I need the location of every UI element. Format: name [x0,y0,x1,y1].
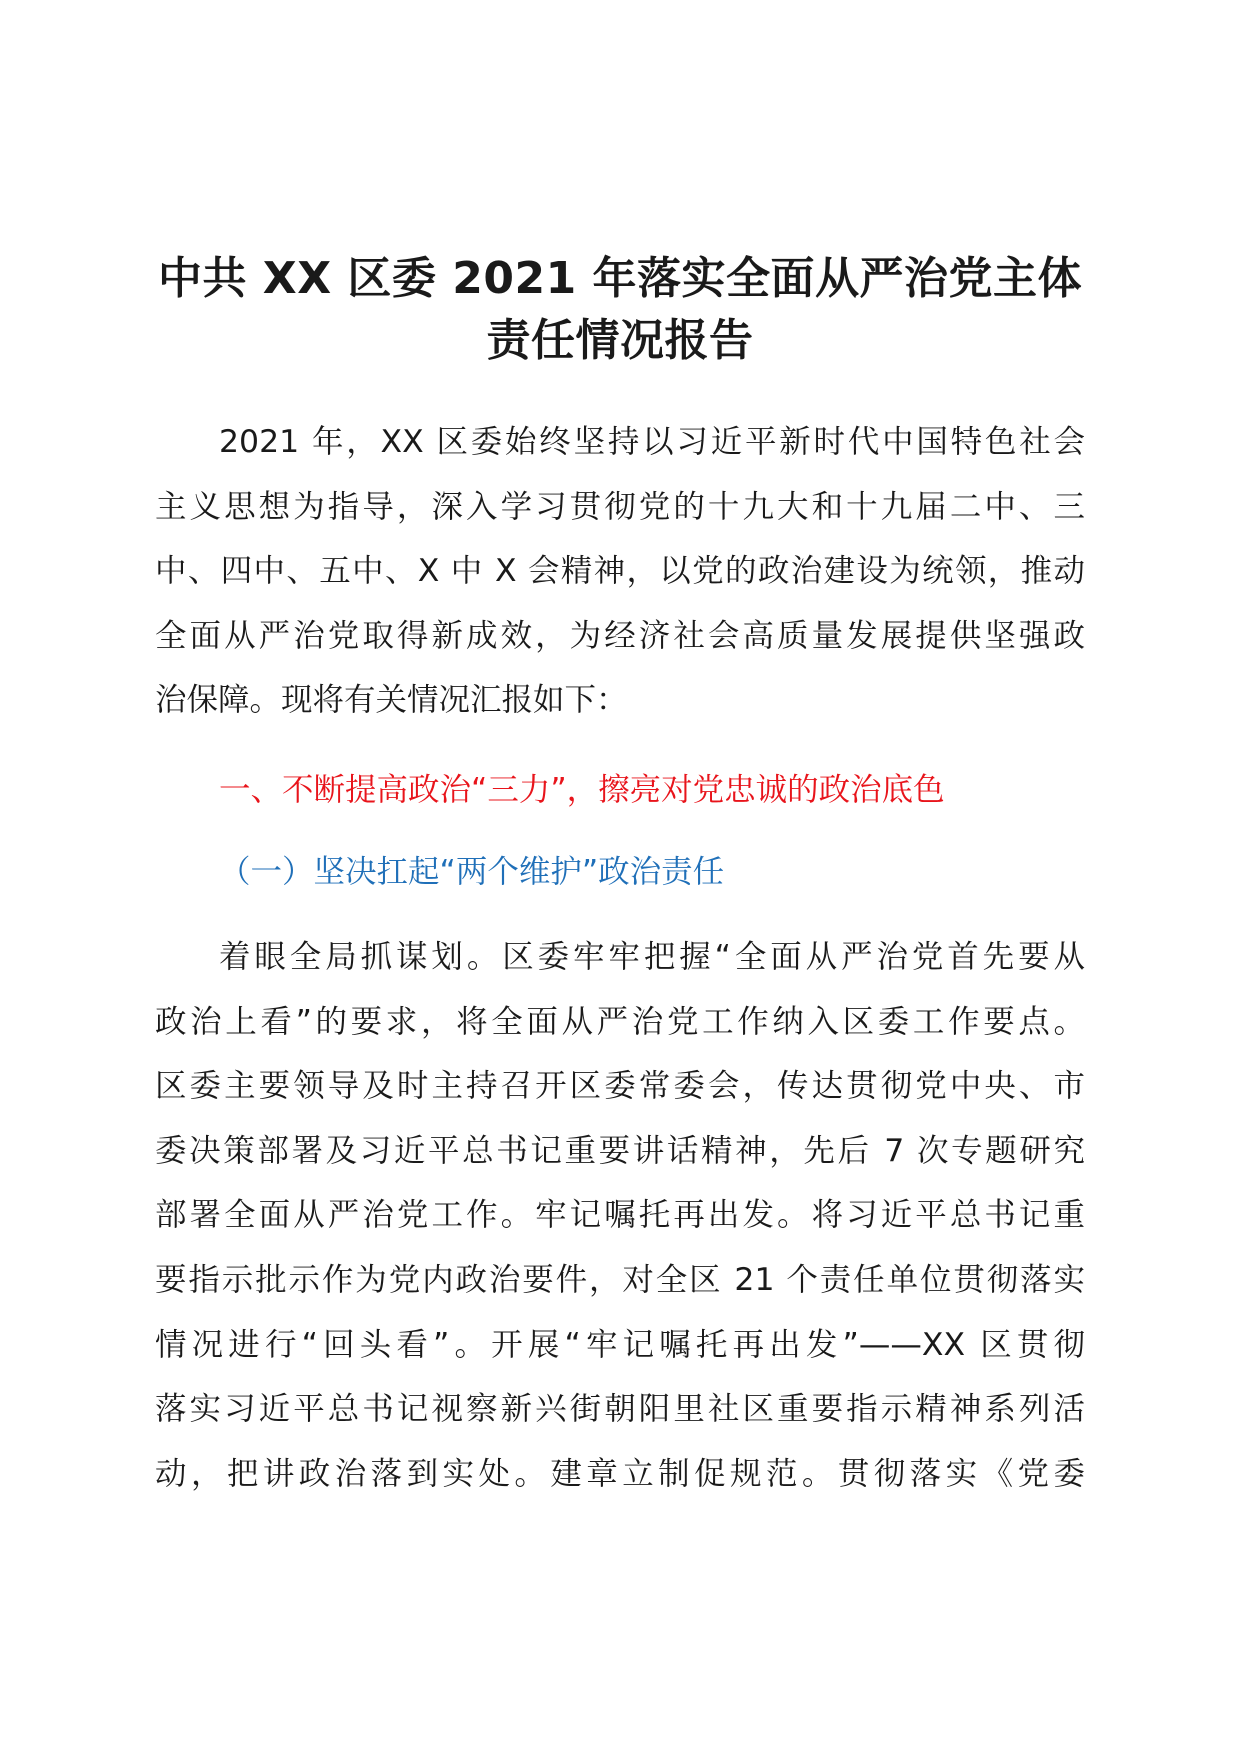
body-line: 着眼全局抓谋划。区委牢牢把握“全面从严治党首先要从 [219,939,1085,975]
intro-paragraph [155,410,1085,733]
body-line: 情况进行“回头看”。开展“牢记嘱托再出发”——XX 区贯彻 [155,1326,1085,1363]
intro-line: 中、四中、五中、X 中 X 会精神，以党的政治建设为统领，推动 [155,553,1085,590]
title-line-1: 中共 XX 区委 2021 年落实全面从严治党主体 [157,253,1083,304]
body-line: 部署全面从严治党工作。牢记嘱托再出发。将习近平总书记重 [155,1197,1085,1234]
body-line: 委决策部署及习近平总书记重要讲话精神，先后 7 次专题研究 [155,1132,1085,1169]
body-line: 政治上看”的要求，将全面从严治党工作纳入区委工作要点。 [155,1003,1085,1040]
subsection-heading: （一）坚决扛起“两个维护”政治责任 [219,854,725,890]
title-line-2: 责任情况报告 [486,315,754,366]
intro-line: 主义思想为指导，深入学习贯彻党的十九大和十九届二中、三 [155,488,1085,525]
document-title [150,248,1090,372]
body-line: 动，把讲政治落到实处。建章立制促规范。贯彻落实《党委 [155,1455,1085,1492]
body-line: 要指示批示作为党内政治要件，对全区 21 个责任单位贯彻落实 [155,1261,1085,1298]
body-line: 落实习近平总书记视察新兴街朝阳里社区重要指示精神系列活 [155,1391,1085,1428]
section-heading: 一、不断提高政治“三力”，擦亮对党忠诚的政治底色 [219,772,945,808]
intro-line: 全面从严治党取得新成效，为经济社会高质量发展提供坚强政 [155,617,1085,654]
body-paragraph [155,925,1085,1506]
intro-line: 2021 年，XX 区委始终坚持以习近平新时代中国特色社会 [219,424,1085,460]
intro-line: 治保障。现将有关情况汇报如下： [155,682,628,719]
body-line: 区委主要领导及时主持召开区委常委会，传达贯彻党中央、市 [155,1068,1085,1105]
